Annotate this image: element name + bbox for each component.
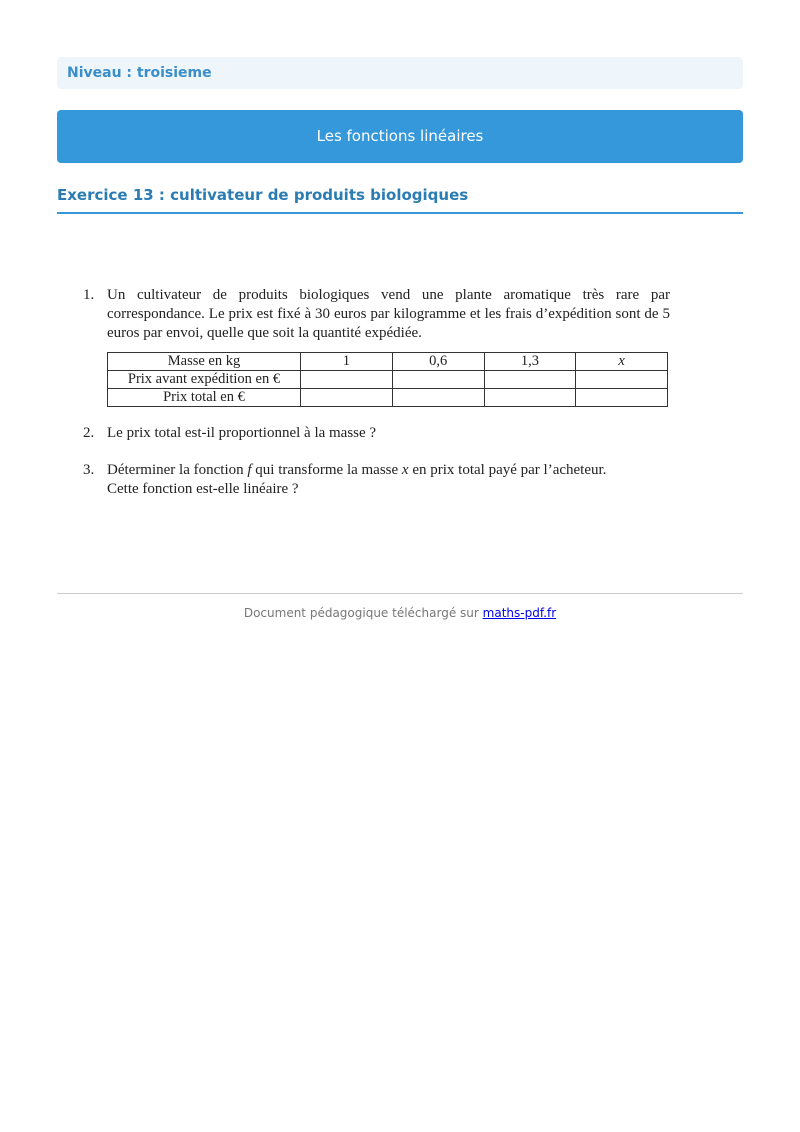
footer	[0, 606, 800, 620]
table-row	[108, 389, 668, 407]
function-symbol: f	[247, 462, 252, 478]
question-3-text-a: Déterminer la fonction	[107, 462, 244, 478]
values-table	[107, 352, 668, 407]
footer-divider	[57, 593, 743, 594]
question-1-number: 1.	[83, 287, 95, 303]
table-row	[108, 353, 668, 371]
footer-link[interactable]: maths-pdf.fr	[482, 606, 557, 620]
chapter-title-banner: Les fonctions linéaires	[57, 110, 743, 163]
question-2	[80, 424, 670, 443]
level-box	[57, 57, 743, 89]
table-cell	[576, 389, 668, 407]
table-cell: x	[576, 353, 668, 371]
table-cell	[301, 371, 393, 389]
table-row	[108, 371, 668, 389]
footer-text: Document pédagogique téléchargé sur	[243, 606, 479, 620]
question-3	[80, 461, 670, 499]
question-1	[80, 286, 670, 343]
table-cell: Prix total en €	[108, 389, 301, 407]
exercise-title-underline	[57, 212, 743, 214]
question-3-line-2: Cette fonction est-elle linéaire ?	[107, 481, 299, 497]
question-3-number: 3.	[83, 462, 95, 478]
table-cell	[484, 389, 576, 407]
question-3-text-c: en prix total payé par l’acheteur.	[412, 462, 607, 478]
table-cell	[392, 371, 484, 389]
table-cell	[484, 371, 576, 389]
variable-symbol: x	[401, 462, 409, 478]
exercise-content	[80, 286, 670, 499]
question-3-text-b: qui transforme la masse	[255, 462, 399, 478]
question-2-text: Le prix total est-il proportionnel à la masse ?	[107, 425, 377, 441]
exercise-title: Exercice 13 : cultivateur de produits biologiques	[57, 186, 469, 204]
table-cell: Masse en kg	[108, 353, 301, 371]
question-1-text: Un cultivateur de produits biologiques vend une plante aromatique très rare par correspondance. Le prix est fixé à 30 euros par kilogramme et les frais d’expédition sont de 5 euros par envoi, quelle que soit la quantité expédiée.	[107, 287, 670, 341]
table-cell: 1	[301, 353, 393, 371]
question-2-number: 2.	[83, 425, 95, 441]
table-cell	[392, 389, 484, 407]
table-cell	[301, 389, 393, 407]
table-cell: 0,6	[392, 353, 484, 371]
table-cell: 1,3	[484, 353, 576, 371]
table-cell	[576, 371, 668, 389]
level-label: Niveau : troisieme	[67, 65, 212, 81]
table-cell: Prix avant expédition en €	[108, 371, 301, 389]
